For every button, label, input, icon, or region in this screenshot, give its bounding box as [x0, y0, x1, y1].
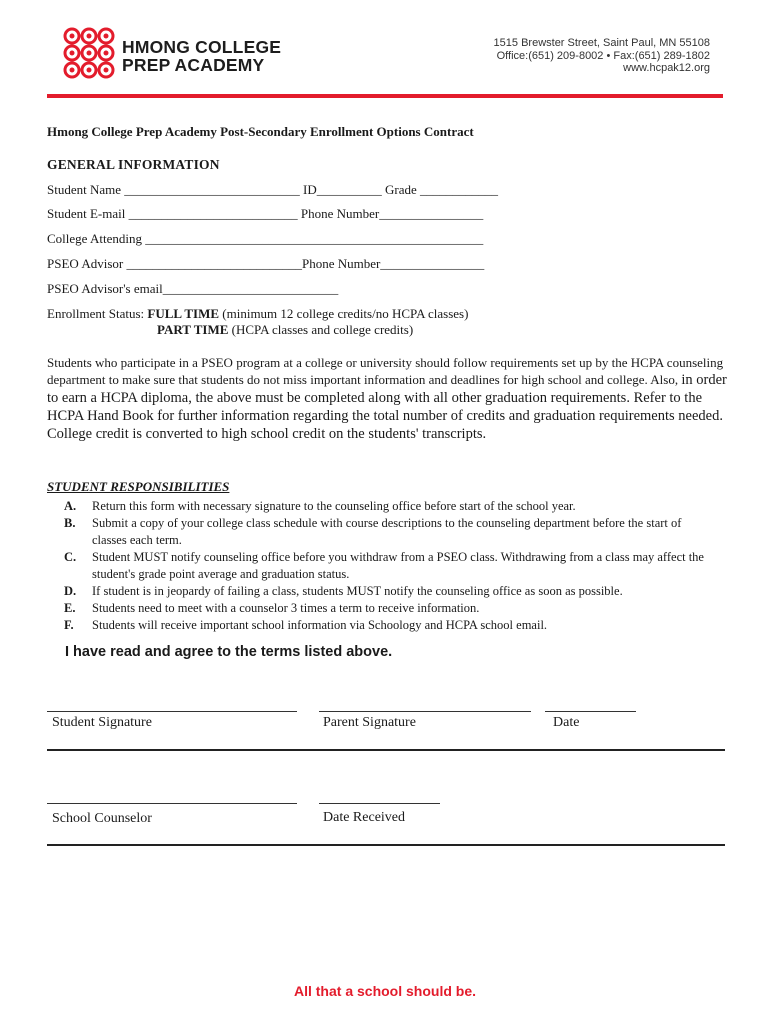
- list-item: [64, 515, 719, 549]
- paragraph-part-2: in order to earn a HCPA diploma, the above must be completed along with all other graduation requirements. Refer to the HCPA Hand Book for further information regarding the total number of credits and graduation requirements needed. College credit is converted to high school credit on the students' transcripts.: [47, 372, 727, 442]
- list-item: [64, 549, 719, 583]
- list-item-text: Submit a copy of your college class schedule with course descriptions to the counseling department before the start of classes each term.: [92, 516, 682, 547]
- student-name-id-grade-line[interactable]: Student Name ___________________________ ID__________ Grade ____________: [47, 182, 498, 197]
- pseo-advisor-email-line[interactable]: PSEO Advisor's email___________________________: [47, 281, 339, 296]
- part-time-option: PART TIME: [157, 322, 229, 337]
- parent-signature-line[interactable]: [319, 711, 531, 712]
- header-divider: [47, 94, 723, 98]
- school-phone-fax: Office:(651) 209-8002 • Fax:(651) 289-1802: [496, 49, 710, 62]
- list-item-text: Return this form with necessary signature to the counseling office before start of the school year.: [92, 499, 576, 513]
- school-contact-block: [494, 37, 710, 75]
- school-website: www.hcpak12.org: [623, 62, 710, 74]
- list-item-letter: B.: [64, 516, 76, 530]
- list-item: [64, 600, 719, 617]
- date-label: Date: [553, 715, 580, 730]
- list-item-text: If student is in jeopardy of failing a class, students MUST notify the counseling office as soon as possible.: [92, 584, 623, 598]
- college-attending-line[interactable]: College Attending ____________________________________________________: [47, 231, 484, 246]
- list-item: [64, 498, 719, 515]
- school-counselor-label: School Counselor: [52, 811, 152, 826]
- school-name: [122, 38, 281, 74]
- school-address: 1515 Brewster Street, Saint Paul, MN 55108: [493, 37, 710, 49]
- full-time-option: FULL TIME: [147, 306, 220, 321]
- student-signature-label: Student Signature: [52, 715, 152, 730]
- list-item-text: Student MUST notify counseling office before you withdraw from a PSEO class. Withdrawing from a class may affect the student's grade point average and graduation status.: [92, 550, 704, 581]
- pseo-advisor-phone-line[interactable]: PSEO Advisor ___________________________Phone Number________________: [47, 256, 485, 271]
- enrollment-status-part-time: [157, 322, 413, 338]
- school-counselor-signature-line[interactable]: [47, 803, 297, 804]
- school-logo-icon: [60, 24, 118, 82]
- student-email-phone-line[interactable]: Student E-mail __________________________ Phone Number________________: [47, 206, 484, 221]
- section-divider: [47, 844, 725, 846]
- document-title: Hmong College Prep Academy Post-Secondary Enrollment Options Contract: [47, 124, 474, 139]
- school-name-line1: HMONG COLLEGE: [122, 37, 282, 57]
- section-divider: [47, 749, 725, 751]
- student-signature-line[interactable]: [47, 711, 297, 712]
- responsibilities-list: [64, 498, 719, 634]
- student-responsibilities-heading: STUDENT RESPONSIBILITIES: [47, 479, 230, 494]
- enrollment-status-full-time: [47, 306, 468, 322]
- parent-signature-label: Parent Signature: [323, 715, 416, 730]
- agreement-statement: I have read and agree to the terms listed above.: [65, 644, 393, 660]
- enrollment-status-label: Enrollment Status:: [47, 306, 148, 321]
- list-item-letter: E.: [64, 601, 76, 615]
- list-item-letter: F.: [64, 618, 74, 632]
- footer-tagline: All that a school should be.: [293, 983, 476, 999]
- general-information-heading: GENERAL INFORMATION: [47, 157, 220, 172]
- list-item-letter: A.: [64, 499, 77, 513]
- list-item-text: Students will receive important school information via Schoology and HCPA school email.: [92, 618, 548, 632]
- date-signature-line[interactable]: [545, 711, 636, 712]
- list-item-letter: D.: [64, 584, 77, 598]
- list-item-letter: C.: [64, 550, 77, 564]
- paragraph-part-1: Students who participate in a PSEO program at a college or university should follow requirements set up by the HCPA counseling department to make sure that students do not miss important information and deadlines for high school and college. Also,: [47, 355, 724, 387]
- date-received-label: Date Received: [323, 810, 406, 825]
- school-name-line2: PREP ACADEMY: [122, 55, 265, 75]
- part-time-note: (HCPA classes and college credits): [228, 322, 414, 337]
- date-received-line[interactable]: [319, 803, 440, 804]
- list-item: [64, 617, 719, 634]
- list-item: [64, 583, 719, 600]
- pseo-requirements-paragraph: [47, 354, 727, 443]
- list-item-text: Students need to meet with a counselor 3 times a term to receive information.: [92, 601, 480, 615]
- full-time-note: (minimum 12 college credits/no HCPA classes): [219, 306, 469, 321]
